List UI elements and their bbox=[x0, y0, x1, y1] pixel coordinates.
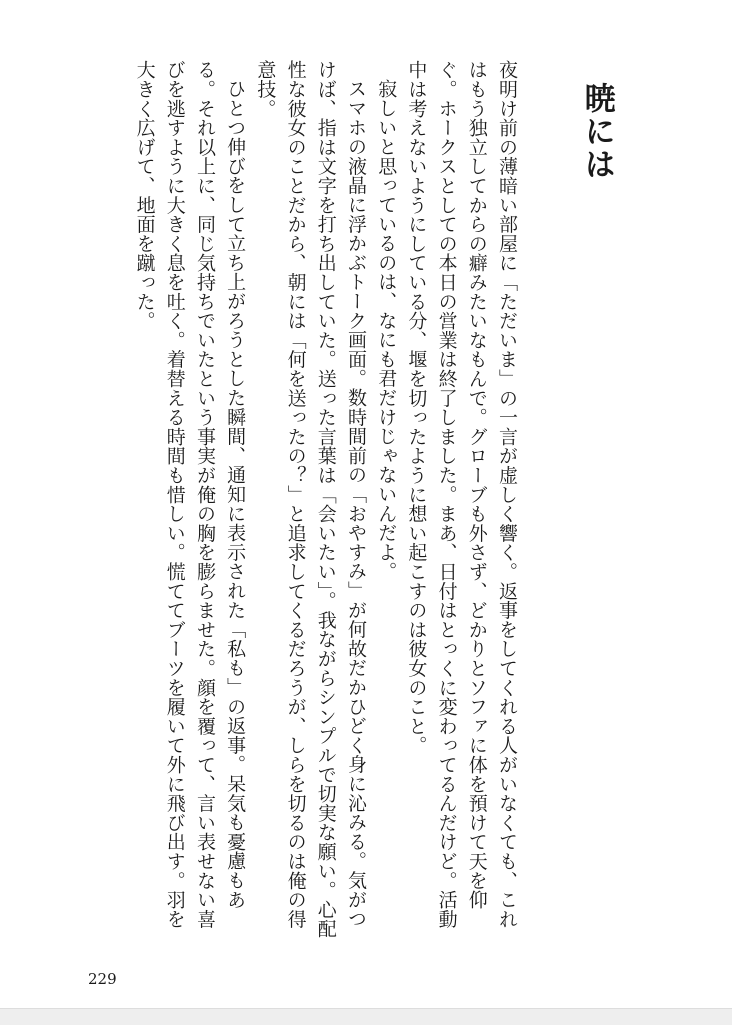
page-number: 229 bbox=[88, 970, 117, 988]
paragraph: 寂しいと思っているのは、なにも君だけじゃないんだよ。 bbox=[375, 79, 398, 581]
body-text bbox=[129, 60, 522, 940]
page-bottom-edge bbox=[0, 1008, 732, 1025]
paragraph: ひとつ伸びをして立ち上がろうとした瞬間、通知に表示された「私も」の返事。呆気も憂慮もある。それ以上に、同じ気持ちでいたという事実が俺の胸を膨らませた。顔を覆って、言い表せない喜びを逃すように大きく息を吐く。着替える時間も惜しい。慌ててブーツを履いて外に飛び出す。羽を大きく広げて、地面を蹴った。 bbox=[133, 60, 247, 929]
chapter-title: 暁には bbox=[578, 82, 615, 181]
paragraph: 夜明け前の薄暗い部屋に「ただいま」の一言が虚しく響く。返事をしてくれる人がいなくても、これはもう独立してからの癖みたいなもんで。グローブも外さず、どかりとソファに体を預けて天を仰ぐ。ホークスとしての本日の営業は終了しました。まあ、日付はとっくに変わってるんだけど。活動中は考えないようにしている分、堰を切ったように想い起こすのは彼女のこと。 bbox=[405, 60, 518, 929]
paragraph: スマホの液晶に浮かぶトーク画面。数時間前の「おやすみ」が何故だかひどく身に沁みる。気がつけば、指は文字を打ち出していた。送った言葉は「会いたい」。我ながらシンプルで切実な願い。心配性な彼女のことだから、朝には「何を送ったの？」と追求してくるだろうが、しらを切るのは俺の得意技。 bbox=[254, 60, 367, 939]
